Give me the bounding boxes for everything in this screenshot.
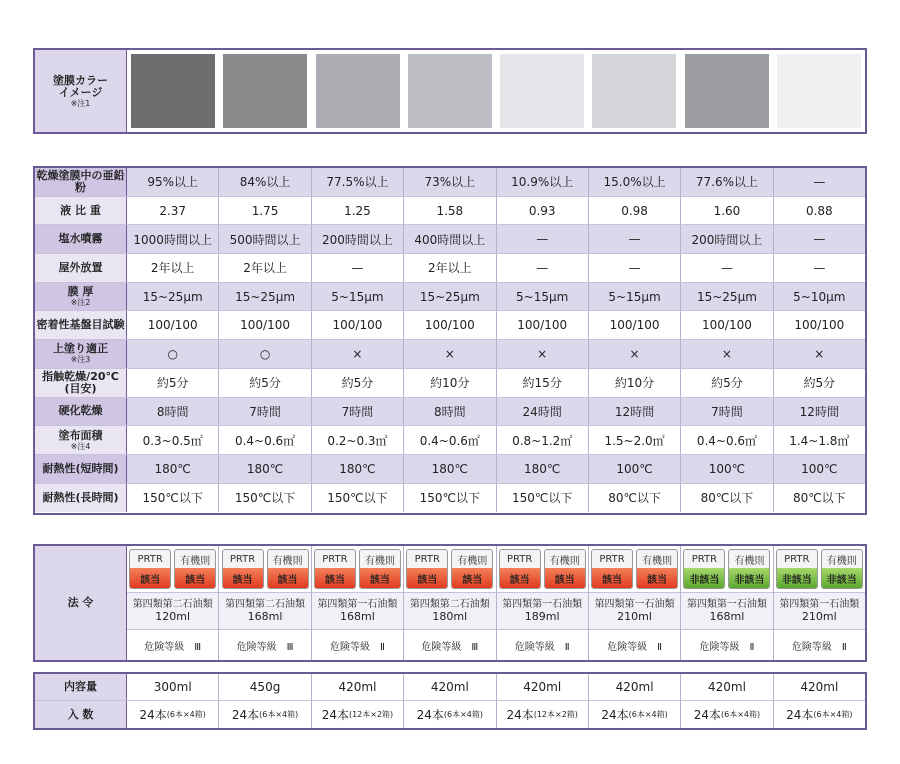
spec-row: [35, 369, 865, 398]
spec-value-cell: 15~25μm: [127, 283, 219, 311]
spec-value-cell: 0.4~0.6㎡: [219, 426, 311, 454]
quantity-count: 24本: [139, 708, 167, 722]
spec-value-cell: 1000時間以上: [127, 225, 219, 253]
regulation-badges: [127, 546, 218, 593]
prtr-badge-title: PRTR: [507, 553, 533, 565]
spec-value-cell: 1.4~1.8㎡: [789, 433, 850, 448]
law-column: [681, 546, 773, 660]
spec-row-label: [35, 369, 127, 397]
quantity-count: 24本: [786, 708, 814, 722]
regulation-badges: [497, 546, 588, 593]
law-column: [312, 546, 404, 660]
spec-label-text: 硬化乾燥: [58, 404, 103, 418]
organic-solvent-badge: [359, 549, 401, 589]
prtr-badge-title: PRTR: [599, 553, 625, 565]
regulation-badges: [219, 546, 310, 593]
hazard-class-text: 第四類第二石油類: [225, 599, 306, 610]
capacity-value: 450g: [219, 674, 311, 700]
organic-solvent-badge-status: 該当: [175, 568, 215, 588]
prtr-badge-title: PRTR: [137, 553, 163, 565]
spec-value-cell: 5~15μm: [589, 283, 681, 311]
capacity-value: 420ml: [312, 674, 404, 700]
organic-solvent-badge-status: 該当: [268, 568, 308, 588]
organic-solvent-badge-title: 有機則: [457, 555, 488, 567]
spec-value-cell: 0.2~0.3㎡: [312, 426, 404, 454]
spec-value-cell: 80℃以下: [792, 491, 846, 506]
spec-value-cell: 約5分: [312, 369, 404, 397]
prtr-badge: [591, 549, 633, 589]
spec-value-cell: 7時間: [681, 398, 773, 426]
law-table: [33, 544, 867, 662]
capacity-value: 420ml: [497, 674, 589, 700]
prtr-badge-status: 非該当: [777, 568, 817, 588]
prtr-badge-status: 該当: [592, 568, 632, 588]
hazard-volume: 210ml: [801, 610, 837, 623]
spec-label-text: 屋外放置: [58, 260, 103, 274]
capacity-label: 内容量: [35, 674, 127, 700]
spec-value-cell: —: [497, 254, 589, 282]
hazard-grade: 危険等級 Ⅱ: [329, 641, 385, 653]
color-image-label-line1: 塗膜カラー: [53, 73, 108, 87]
quantity-count: 24本: [693, 708, 722, 722]
quantity-pack: (6本×4箱): [813, 710, 853, 719]
hazard-class-text: 第四類第二石油類: [132, 599, 213, 610]
spec-value-cell: 180℃: [312, 455, 404, 483]
prtr-badge-title: PRTR: [414, 553, 440, 565]
spec-value-cell: 400時間以上: [404, 225, 496, 253]
organic-solvent-badge: [636, 549, 678, 589]
spec-value-cell: 73%以上: [404, 168, 496, 196]
spec-value-cell: —: [813, 232, 826, 247]
spec-row: [35, 455, 865, 484]
quantity-row: [35, 701, 865, 728]
organic-solvent-badge-status: 該当: [637, 568, 677, 588]
spec-value-cell: 約15分: [497, 369, 589, 397]
color-image-panel: [33, 48, 867, 134]
color-swatch: [408, 54, 492, 128]
spec-value-cell: 15~25μm: [681, 283, 773, 311]
prtr-badge-status: 該当: [223, 568, 263, 588]
capacity-table: [33, 672, 867, 730]
hazard-volume: 168ml: [247, 610, 283, 623]
prtr-badge-status: 該当: [315, 568, 355, 588]
organic-solvent-badge: [451, 549, 493, 589]
spec-row: [35, 311, 865, 340]
spec-row: [35, 398, 865, 427]
spec-value-cell: —: [589, 254, 681, 282]
swatch-cell: [496, 50, 588, 132]
spec-value-cell: ×: [404, 340, 496, 368]
spec-label-note: ※注3: [70, 355, 91, 365]
capacity-value: 420ml: [404, 674, 496, 700]
spec-label-text: 塗布面積: [58, 428, 103, 442]
prtr-badge: [406, 549, 448, 589]
organic-solvent-badge-title: 有機則: [826, 555, 857, 567]
hazard-grade: 危険等級 Ⅱ: [699, 641, 755, 653]
capacity-row: [35, 674, 865, 701]
organic-solvent-badge-title: 有機則: [642, 555, 673, 567]
regulation-badges: [589, 546, 680, 593]
organic-solvent-badge-status: 非該当: [822, 568, 862, 588]
quantity-value: [589, 701, 681, 728]
organic-solvent-badge-status: 該当: [360, 568, 400, 588]
hazard-grade: 危険等級 Ⅲ: [144, 641, 202, 653]
hazard-volume: 180ml: [432, 610, 468, 623]
color-swatch: [131, 54, 215, 128]
hazard-volume: 168ml: [340, 610, 375, 623]
spec-value-cell: 0.8~1.2㎡: [497, 426, 589, 454]
swatch-cell: [681, 50, 773, 132]
spec-value-cell: 180℃: [497, 455, 589, 483]
spec-value-cell: 150℃以下: [404, 484, 496, 513]
color-swatch: [316, 54, 400, 128]
law-columns: [127, 546, 865, 660]
spec-label-text: 密着性基盤目試験: [36, 318, 125, 332]
prtr-badge-title: PRTR: [691, 553, 718, 565]
prtr-badge: [314, 549, 356, 589]
spec-value-cell: 0.98: [589, 197, 681, 225]
spec-label-text: 上塗り適正: [53, 342, 108, 356]
spec-value-cell: 約5分: [127, 369, 219, 397]
spec-value-cell: 180℃: [127, 455, 219, 483]
quantity-count: 24本: [506, 708, 534, 722]
spec-label-note: ※注2: [70, 298, 91, 308]
spec-value-cell: 1.58: [404, 197, 496, 225]
spec-value-cell: —: [681, 254, 773, 282]
spec-value-cell: ×: [589, 340, 681, 368]
capacity-value: 420ml: [681, 674, 773, 700]
spec-value-cell: —: [497, 225, 589, 253]
spec-value-cell: 0.4~0.6㎡: [404, 426, 496, 454]
spec-row: [35, 283, 865, 312]
spec-value-cell: —: [813, 260, 826, 275]
spec-label-text: 塩水噴霧: [58, 232, 103, 246]
hazard-volume: 189ml: [524, 610, 560, 623]
quantity-pack: (12本×2箱): [533, 710, 578, 719]
hazard-class: [312, 593, 403, 630]
hazard-class: [404, 593, 495, 630]
spec-value-cell: 100/100: [312, 311, 404, 339]
spec-value-cell: 5~10μm: [793, 289, 846, 304]
spec-value-cell: 約5分: [803, 376, 836, 391]
swatch-cell: [773, 50, 865, 132]
swatch-cell: [219, 50, 311, 132]
prtr-badge-status: 非該当: [684, 568, 724, 588]
quantity-value: [219, 701, 311, 728]
organic-solvent-badge: [174, 549, 216, 589]
hazard-class: [127, 593, 218, 630]
hazard-class-text: 第四類第二石油類: [409, 599, 490, 610]
spec-value-cell: ×: [814, 346, 825, 361]
organic-solvent-badge: [544, 549, 586, 589]
quantity-value: [312, 701, 404, 728]
law-column: [589, 546, 681, 660]
spec-value-cell: 100℃: [801, 461, 838, 476]
quantity-value: [497, 701, 589, 728]
law-column: [404, 546, 496, 660]
spec-value-cell: 8時間: [127, 398, 219, 426]
spec-row: [35, 340, 865, 369]
spec-value-cell: 84%以上: [219, 168, 311, 196]
spec-label-text: 膜 厚: [67, 285, 94, 299]
spec-value-cell: 150℃以下: [497, 484, 589, 513]
organic-solvent-badge: [821, 549, 863, 589]
spec-value-cell: 0.93: [497, 197, 589, 225]
spec-value-cell: ×: [681, 340, 773, 368]
spec-row-label: [35, 225, 127, 253]
spec-value-cell: 150℃以下: [312, 484, 404, 513]
spec-value-cell: ×: [312, 340, 404, 368]
quantity-label: 入 数: [35, 701, 127, 728]
spec-row-label: [35, 398, 127, 426]
hazard-grade: 危険等級 Ⅱ: [514, 641, 570, 653]
spec-row: [35, 168, 865, 197]
quantity-value: [681, 701, 773, 728]
prtr-badge: [129, 549, 171, 589]
capacity-value: 420ml: [589, 674, 681, 700]
quantity-count: 24本: [416, 708, 444, 722]
regulation-badges: [312, 546, 403, 593]
spec-value-cell: ×: [497, 340, 589, 368]
organic-solvent-badge-status: 該当: [452, 568, 492, 588]
quantity-count: 24本: [231, 708, 260, 722]
spec-value-cell: —: [312, 254, 404, 282]
spec-value-cell: 500時間以上: [219, 225, 311, 253]
organic-solvent-badge-title: 有機則: [272, 555, 303, 567]
spec-value-cell: 約10分: [589, 369, 681, 397]
spec-value-cell: 150℃以下: [219, 484, 311, 513]
quantity-value: [774, 701, 865, 728]
organic-solvent-badge-title: 有機則: [180, 555, 211, 567]
swatch-cell: [588, 50, 680, 132]
spec-value-cell: 24時間: [497, 398, 589, 426]
quantity-value: [404, 701, 496, 728]
organic-solvent-badge-title: 有機則: [364, 555, 395, 567]
spec-value-cell: 約5分: [681, 369, 773, 397]
spec-value-cell: 約5分: [219, 369, 311, 397]
swatch-cell: [404, 50, 496, 132]
organic-solvent-badge: [728, 549, 770, 589]
spec-row: [35, 426, 865, 455]
capacity-value: 300ml: [127, 674, 219, 700]
organic-solvent-badge-title: 有機則: [734, 555, 765, 567]
spec-value-cell: 1.5~2.0㎡: [589, 426, 681, 454]
quantity-count: 24本: [321, 708, 349, 722]
spec-value-cell: 100/100: [589, 311, 681, 339]
organic-solvent-badge-status: 非該当: [729, 568, 769, 588]
spec-value-cell: 2年以上: [404, 254, 496, 282]
spec-value-cell: 1.75: [219, 197, 311, 225]
law-label: 法 令: [35, 546, 127, 660]
spec-value-cell: 180℃: [219, 455, 311, 483]
spec-value-cell: 100/100: [794, 318, 845, 333]
spec-row: [35, 225, 865, 254]
hazard-volume: 120ml: [155, 610, 191, 623]
spec-value-cell: 200時間以上: [312, 225, 404, 253]
spec-value-cell: 0.3~0.5㎡: [127, 426, 219, 454]
spec-label-text: 指触乾燥/20℃(目安): [42, 369, 119, 395]
spec-row: [35, 254, 865, 283]
color-swatch: [223, 54, 307, 128]
swatch-list: [127, 50, 865, 132]
spec-value-cell: 2年以上: [127, 254, 219, 282]
quantity-pack: (6本×4箱): [443, 710, 484, 719]
spec-row-label: [35, 484, 127, 513]
quantity-count: 24本: [601, 708, 629, 722]
spec-label-text: 耐熱性(長時間): [42, 490, 119, 504]
hazard-class-text: 第四類第一石油類: [594, 599, 675, 610]
spec-value-cell: 5~15μm: [312, 283, 404, 311]
spec-value-cell: 77.6%以上: [681, 168, 773, 196]
hazard-class: [681, 593, 772, 630]
spec-value-cell: 5~15μm: [497, 283, 589, 311]
spec-value-cell: 100/100: [127, 311, 219, 339]
spec-row-label: [35, 254, 127, 282]
spec-value-cell: 100/100: [497, 311, 589, 339]
prtr-badge-status: 該当: [500, 568, 540, 588]
spec-value-cell: 150℃以下: [127, 484, 219, 513]
regulation-badges: [681, 546, 772, 593]
hazard-class-text: 第四類第一石油類: [779, 599, 860, 610]
law-column: [774, 546, 865, 660]
regulation-badges: [404, 546, 495, 593]
swatch-cell: [312, 50, 404, 132]
spec-value-cell: 100℃: [681, 455, 773, 483]
spec-row-label: [35, 455, 127, 483]
law-column: [497, 546, 589, 660]
spec-value-cell: 80℃以下: [589, 484, 681, 513]
prtr-badge-title: PRTR: [229, 553, 256, 565]
hazard-class: [774, 593, 865, 630]
hazard-class: [589, 593, 680, 630]
quantity-pack: (12本×2箱): [348, 710, 394, 719]
organic-solvent-badge-title: 有機則: [549, 555, 580, 567]
capacity-value: 420ml: [800, 680, 839, 694]
organic-solvent-badge: [267, 549, 309, 589]
spec-row: [35, 197, 865, 226]
swatch-cell: [127, 50, 219, 132]
spec-value-cell: 180℃: [404, 455, 496, 483]
quantity-pack: (6本×4箱): [259, 710, 299, 719]
quantity-pack: (6本×4箱): [628, 710, 668, 719]
color-image-note: ※注1: [70, 98, 91, 108]
spec-value-cell: 0.88: [805, 203, 833, 218]
spec-value-cell: 約10分: [404, 369, 496, 397]
spec-value-cell: ○: [219, 340, 311, 368]
hazard-class-text: 第四類第一石油類: [502, 599, 583, 610]
spec-value-cell: 100/100: [219, 311, 311, 339]
spec-value-cell: 0.4~0.6㎡: [681, 426, 773, 454]
spec-value-cell: 15~25μm: [404, 283, 496, 311]
hazard-grade: 危険等級 Ⅱ: [607, 641, 663, 653]
spec-value-cell: 12時間: [589, 398, 681, 426]
spec-value-cell: —: [813, 174, 826, 189]
quantity-pack: (6本×4箱): [166, 710, 206, 719]
spec-value-cell: 15~25μm: [219, 283, 311, 311]
spec-row-label: [35, 283, 127, 311]
spec-value-cell: 12時間: [799, 404, 839, 419]
spec-row-label: [35, 197, 127, 225]
spec-row-label: [35, 168, 127, 196]
law-column: [127, 546, 219, 660]
spec-value-cell: 100/100: [404, 311, 496, 339]
organic-solvent-badge-status: 該当: [545, 568, 585, 588]
spec-label-text: 耐熱性(短時間): [42, 461, 119, 475]
color-image-row: [35, 50, 865, 132]
spec-value-cell: 200時間以上: [681, 225, 773, 253]
spec-value-cell: 2.37: [127, 197, 219, 225]
spec-value-cell: 95%以上: [127, 168, 219, 196]
law-column: [219, 546, 311, 660]
spec-value-cell: 8時間: [404, 398, 496, 426]
spec-value-cell: 1.60: [681, 197, 773, 225]
prtr-badge-title: PRTR: [322, 553, 348, 565]
hazard-grade: 危険等級 Ⅲ: [421, 641, 479, 653]
hazard-volume: 210ml: [617, 610, 652, 623]
quantity-value: [127, 701, 219, 728]
prtr-badge-title: PRTR: [784, 553, 810, 565]
prtr-badge: [222, 549, 264, 589]
spec-value-cell: 100℃: [589, 455, 681, 483]
quantity-pack: (6本×4箱): [721, 710, 761, 719]
spec-value-cell: 10.9%以上: [497, 168, 589, 196]
color-image-label: [35, 50, 127, 132]
spec-value-cell: 77.5%以上: [312, 168, 404, 196]
spec-value-cell: 2年以上: [219, 254, 311, 282]
spec-table: [33, 166, 867, 515]
spec-label-text: 液 比 重: [60, 203, 101, 217]
prtr-badge-status: 該当: [130, 568, 170, 588]
hazard-class: [497, 593, 588, 630]
hazard-class: [219, 593, 310, 630]
spec-row-label: [35, 311, 127, 339]
spec-row: [35, 484, 865, 513]
spec-row-label: [35, 340, 127, 368]
hazard-grade: 危険等級 Ⅱ: [791, 641, 847, 653]
hazard-class-text: 第四類第一石油類: [317, 599, 398, 610]
color-image-label-line2: イメージ: [58, 85, 103, 99]
color-swatch: [777, 54, 861, 128]
color-swatch: [685, 54, 769, 128]
spec-value-cell: 1.25: [312, 197, 404, 225]
spec-value-cell: —: [589, 225, 681, 253]
color-swatch: [500, 54, 584, 128]
spec-value-cell: 7時間: [312, 398, 404, 426]
prtr-badge: [683, 549, 725, 589]
spec-value-cell: 15.0%以上: [589, 168, 681, 196]
spec-row-label: [35, 426, 127, 454]
spec-value-cell: 100/100: [681, 311, 773, 339]
spec-value-cell: 80℃以下: [681, 484, 773, 513]
prtr-badge-status: 該当: [407, 568, 447, 588]
hazard-class-text: 第四類第一石油類: [686, 599, 767, 610]
spec-value-cell: 7時間: [219, 398, 311, 426]
prtr-badge: [776, 549, 818, 589]
spec-label-text: 乾燥塗膜中の亜鉛粉: [36, 168, 125, 194]
color-swatch: [592, 54, 676, 128]
prtr-badge: [499, 549, 541, 589]
hazard-grade: 危険等級 Ⅲ: [236, 641, 294, 653]
spec-label-note: ※注4: [70, 441, 91, 451]
regulation-badges: [774, 546, 865, 593]
spec-value-cell: ○: [127, 340, 219, 368]
hazard-volume: 168ml: [709, 610, 745, 623]
